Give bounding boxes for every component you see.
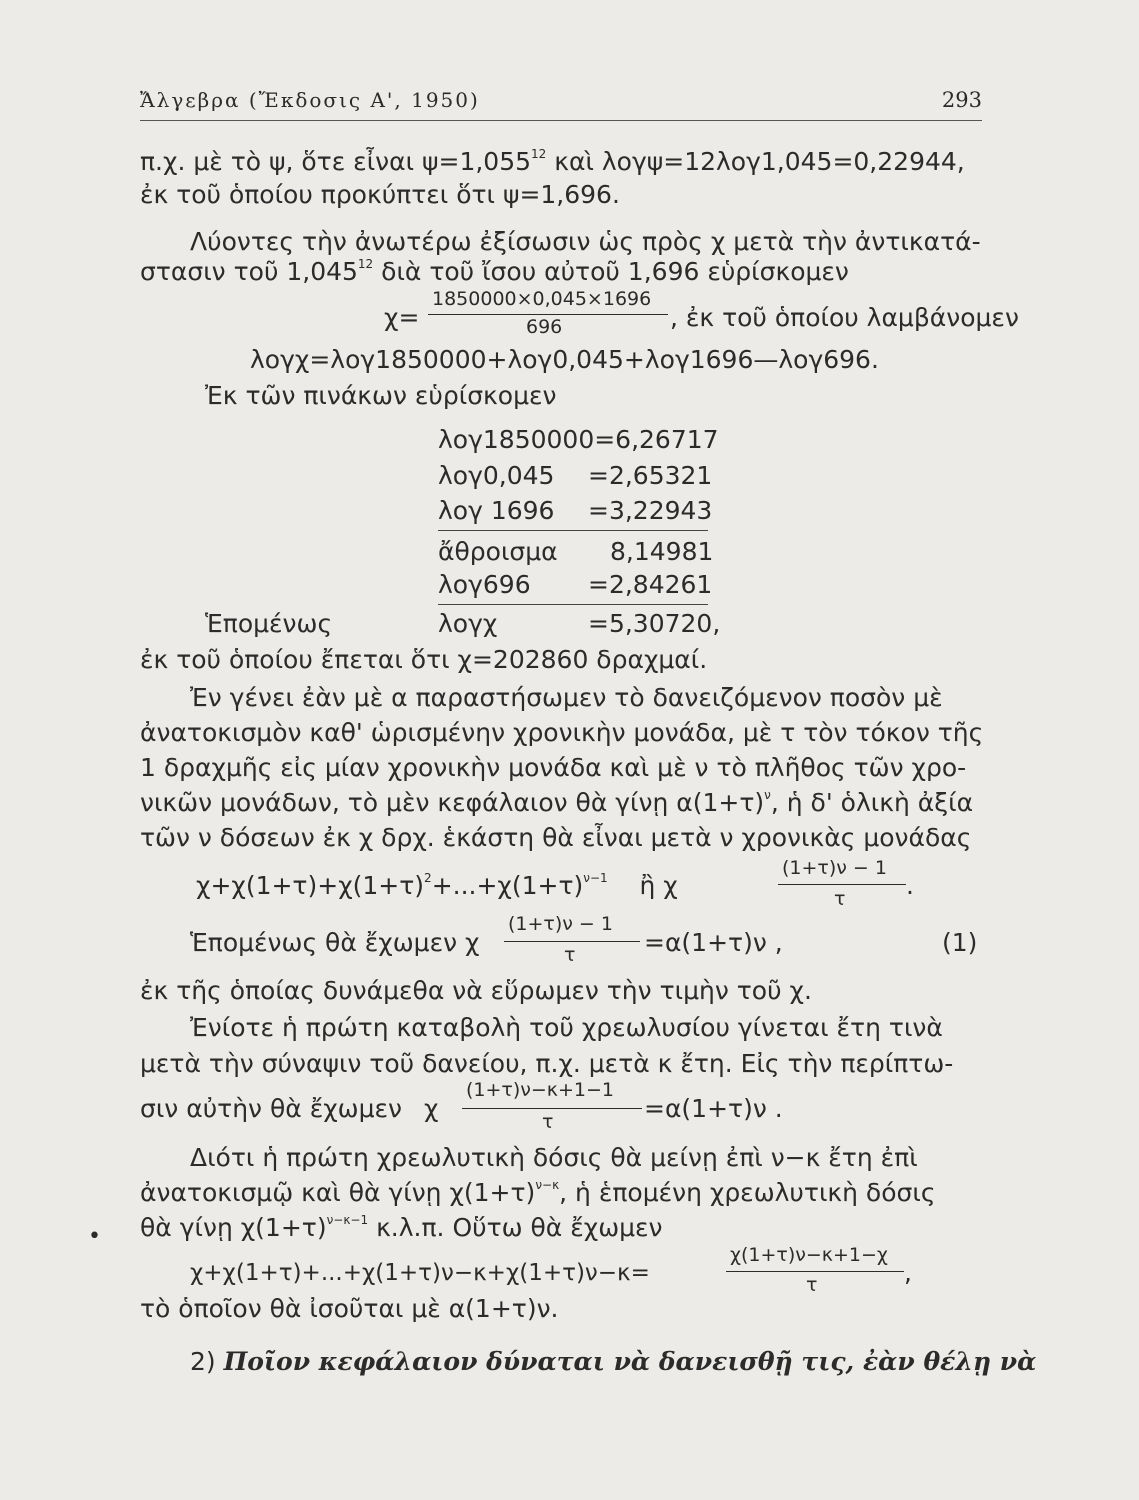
page-number: 293	[941, 88, 982, 112]
text-line: Ἐν γένει ἐὰν μὲ α παραστήσωμεν τὸ δανειζόμενον ποσὸν μὲ	[190, 683, 943, 712]
text-line: 1 δραχμῆς εἰς μίαν χρονικὴν μονάδα καὶ μὲ ν τὸ πλῆθος τῶν χρο-	[140, 753, 967, 782]
text-line: τῶν ν δόσεων ἐκ χ δρχ. ἑκάστη θὰ εἶναι μετὰ ν χρονικὰς μονάδας	[140, 823, 972, 852]
text-line: Λύοντες τὴν ἀνωτέρω ἐξίσωσιν ὡς πρὸς χ μετὰ τὴν ἀντικατά-	[190, 227, 981, 256]
text-line: ἀνατοκισμῷ καὶ θὰ γίνῃ $\chi(1+\tau)^{\nu-\kappa}$, ἡ ἑπομένη χρεωλυτικὴ δόσις	[140, 1178, 936, 1207]
log-equation: λογχ=λογ1850000+λογ0,045+λογ1696—λογ696.	[250, 345, 879, 374]
table-row-label: λογ 1696	[438, 496, 555, 525]
text-line: ἐκ τοῦ ὁποίου προκύπτει ὅτι ψ=1,696.	[140, 180, 620, 209]
table-row-prefix: Ἑπομένως	[205, 609, 333, 638]
table-row-value: =2,84261	[588, 570, 713, 599]
problem-heading: 2) Ποῖον κεφάλαιον δύναται νὰ δανεισθῇ τις, ἐὰν θέλῃ νὰ	[190, 1347, 1037, 1376]
text-line: στασιν τοῦ 1,045$^{12}$ διὰ τοῦ ἴσου αὐτοῦ 1,696 εὑρίσκομεν	[140, 257, 849, 286]
text-line: ἐκ τοῦ ὁποίου ἔπεται ὅτι χ=202860 δραχμαί.	[140, 645, 708, 674]
header-title: Ἄλγεβρα (Ἔκδοσις Α', 1950)	[140, 88, 480, 112]
table-row-value: =3,22943	[588, 496, 713, 525]
table-row-label: λογχ	[438, 609, 498, 638]
text-line: Διότι ἡ πρώτη χρεωλυτικὴ δόσις θὰ μείνῃ ἐπὶ ν−κ ἔτη ἐπὶ	[190, 1143, 918, 1172]
margin-mark: •	[88, 1224, 101, 1249]
running-header	[140, 86, 982, 121]
book-page: Ἄλγεβρα (Ἔκδοσις Α', 1950) 293 π.χ. μὲ τὸ ψ, ὅτε εἶναι $\psi=1,055^{12}$ καὶ λογψ=12λογ1,045=0,22944, ἐκ τοῦ ὁποίου προκύπτει ὅτι ψ=1,696. Λύοντες τὴν ἀνωτέρω ἐξίσωσιν ὡς πρὸς χ μετὰ τὴν ἀντικατά- στασιν τοῦ 1,045$^{12}$ διὰ τοῦ ἴσου αὐτοῦ 1,696 εὑρίσκομεν χ= 1850000×0,045×1696 696 , ἐκ τοῦ ὁποίου λαμβάνομεν λογχ=λογ1850000+λογ0,045+λογ1696—λογ696. Ἐκ τῶν πινάκων εὑρίσκομεν λογ1850000=6,26717 λογ0,045 =2,65321 λογ 1696 =3,22943 ἄθροισμα 8,14981 λογ696 =2,84261 Ἑπομένως λογχ =5,30720, ἐκ τοῦ ὁποίου ἔπεται ὅτι χ=202860 δραχμαί. Ἐν γένει ἐὰν μὲ α παραστήσωμεν τὸ δανειζόμενον ποσὸν μὲ ἀνατοκισμὸν καθ' ὡρισμένην χρονικὴν μονάδα, μὲ τ τὸν τόκον τῆς 1 δραχμῆς εἰς μίαν χρονικὴν μονάδα καὶ μὲ ν τὸ πλῆθος τῶν χρο- νικῶν μονάδων, τὸ μὲν κεφάλαιον θὰ γίνῃ $\alpha(1+\tau)^\nu$, ἡ δ' ὁλικὴ ἀξία τῶν ν δόσεων ἐκ χ δρχ. ἑκάστη θὰ εἶναι μετὰ ν χρονικὰς μονάδας $\chi+\chi(1+\tau)+\chi(1+\tau)^2+...+\chi(1+\tau)^{\nu-1}$ ἢ χ (1+τ)ν − 1 τ . Ἑπομένως θὰ ἔχωμεν χ (1+τ)ν − 1 τ =α(1+τ)ν , (1) ἐκ τῆς ὁποίας δυνάμεθα νὰ εὕρωμεν τὴν τιμὴν τοῦ χ. Ἐνίοτε ἡ πρώτη καταβολὴ τοῦ χρεωλυσίου γίνεται ἔτη τινὰ μετὰ τὴν σύναψιν τοῦ δανείου, π.χ. μετὰ κ ἔτη. Εἰς τὴν περίπτω- σιν αὐτὴν θὰ ἔχωμεν χ (1+τ)ν−κ+1−1 τ =α(1+τ)ν . Διότι ἡ πρώτη χρεωλυτικὴ δόσις θὰ μείνῃ ἐπὶ ν−κ ἔτη ἐπὶ ἀνατοκισμῷ καὶ θὰ γίνῃ $\chi(1+\tau)^{\nu-\kappa}$, ἡ ἑπομένη χρεωλυτικὴ δόσις θὰ γίνῃ $\chi(1+\tau)^{\nu-\kappa-1}$ κ.λ.π. Οὕτω θὰ ἔχωμεν χ+χ(1+τ)+...+χ(1+τ)ν−κ+χ(1+τ)ν−κ= χ(1+τ)ν−κ+1−χ τ , τὸ ὁποῖον θὰ ἰσοῦται μὲ α(1+τ)ν. 2) Ποῖον κεφάλαιον δύναται νὰ δανεισθῇ τις, ἐὰν θέλῃ νὰ •	[88, 88, 1037, 1376]
table-row-value: =5,30720,	[588, 609, 721, 638]
text-line: ἀνατοκισμὸν καθ' ὡρισμένην χρονικὴν μονάδα, μὲ τ τὸν τόκον τῆς	[140, 718, 984, 747]
text-line: μετὰ τὴν σύναψιν τοῦ δανείου, π.χ. μετὰ κ ἔτη. Εἰς τὴν περίπτω-	[140, 1049, 954, 1078]
text-line: τὸ ὁποῖον θὰ ἰσοῦται μὲ α(1+τ)ν.	[140, 1294, 559, 1323]
text-line: νικῶν μονάδων, τὸ μὲν κεφάλαιον θὰ γίνῃ $\alpha(1+\tau)^\nu$, ἡ δ' ὁλικὴ ἀξία	[140, 788, 974, 817]
table-row-label: λογ0,045	[438, 461, 555, 490]
text-line: π.χ. μὲ τὸ ψ, ὅτε εἶναι $\psi=1,055^{12}$ καὶ λογψ=12λογ1,045=0,22944,	[140, 147, 965, 176]
equation-number: (1)	[942, 928, 978, 957]
table-row-label: λογ696	[438, 570, 531, 599]
text-line: θὰ γίνῃ $\chi(1+\tau)^{\nu-\kappa-1}$ κ.λ.π. Οὕτω θὰ ἔχωμεν	[140, 1213, 663, 1242]
table-row-value: =2,65321	[588, 461, 713, 490]
text-line: Ἐκ τῶν πινάκων εὑρίσκομεν	[205, 381, 557, 410]
table-row-label: ἄθροισμα	[438, 537, 558, 566]
text-line: Ἐνίοτε ἡ πρώτη καταβολὴ τοῦ χρεωλυσίου γίνεται ἔτη τινὰ	[190, 1013, 943, 1042]
table-row: λογ1850000=6,26717	[438, 425, 719, 454]
text-line: ἐκ τῆς ὁποίας δυνάμεθα νὰ εὕρωμεν τὴν τιμὴν τοῦ χ.	[140, 976, 812, 1005]
table-row-value: 8,14981	[610, 537, 714, 566]
